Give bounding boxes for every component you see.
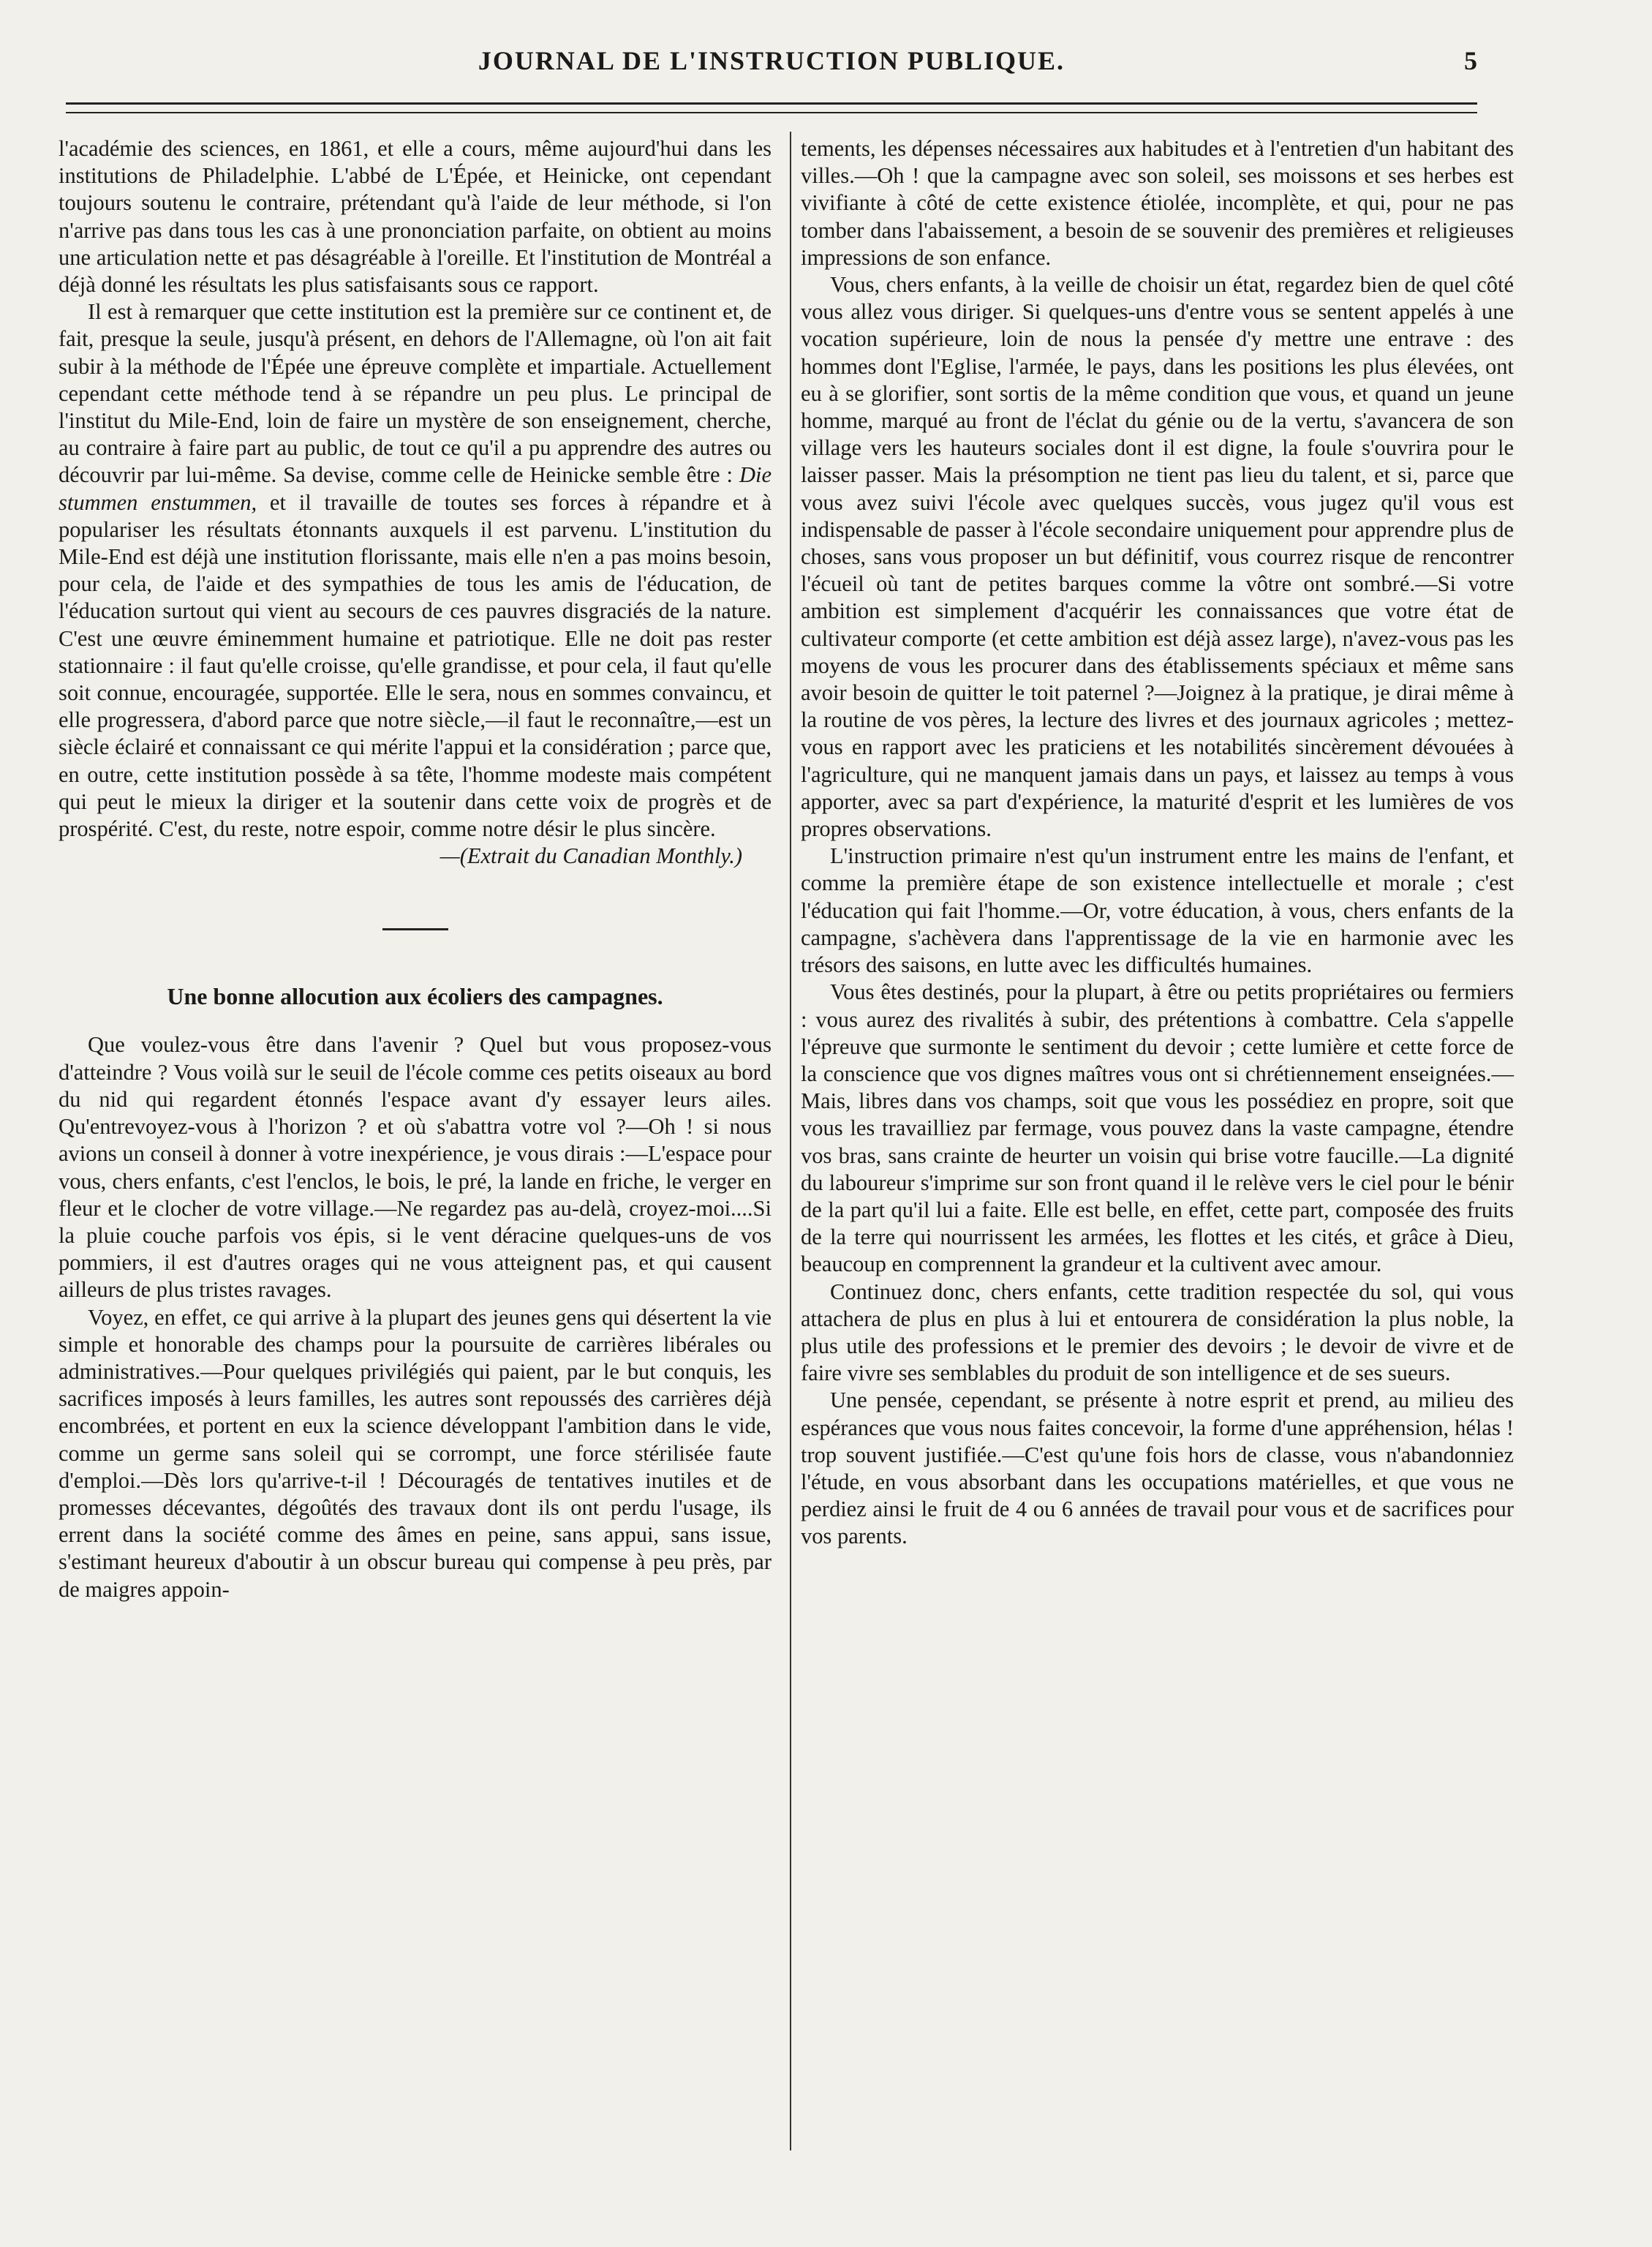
paragraph: tements, les dépenses nécessaires aux habitudes et à l'entretien d'un habitant des villes.—Oh ! que la campagne avec son soleil, ses moissons et ses herbes est vivifiante à côté de cette existence étiolée, incomplète, et qui, pour ne pas tomber dans l'abaissement, a besoin de se souvenir des premières et religieuses impressions de son enfance. (801, 136, 1514, 270)
paragraph: l'académie des sciences, en 1861, et elle a cours, même aujourd'hui dans les institutions de Philadelphie. L'abbé de L'Épée, et Heinicke, ont cependant toujours soutenu le contraire, prétendant qu'à l'aide de leur méthode, si l'on n'arrive pas dans tous les cas à une prononciation parfaite, on obtient au moins une articulation nette et pas désagréable à l'oreille. Et l'institution de Montréal a déjà donné les résultats les plus satisfaisants sous ce rapport. (59, 136, 772, 298)
paragraph: Vous êtes destinés, pour la plupart, à être ou petits propriétaires ou fermiers : vous aurez des rivalités à subir, des prétentions à combattre. Cela s'appelle l'épreuve que surmonte le sentiment du devoir ; cette lumière et cette force de la conscience que vos dignes maîtres vous ont si chrétiennement enseignées.—Mais, libres dans vos champs, soit que vous les possédiez en propre, soit que vous les travailliez par fermage, vous pouvez dans la vaste campagne, étendre vos bras, sans crainte de heurter un voisin qui brise votre faucille.—La dignité du laboureur s'imprime sur son front quand il le relève vers le ciel pour le bénir de la part qu'il lui a faite. Elle est belle, en effet, cette part, composée des fruits de la terre qui nourrissent les armées, les flottes et les cités, et grâce à Dieu, beaucoup en comprennent la grandeur et la cultivent avec amour. (801, 979, 1514, 1277)
paragraph: Une pensée, cependant, se présente à notre esprit et prend, au milieu des espérances que vous nous faites concevoir, la forme d'une appréhension, hélas ! trop souvent justifiée.—C'est qu'une fois hors de classe, vous n'abandonniez l'étude, en vous absorbant dans les occupations matérielles, et que vous ne perdiez ainsi le fruit de 4 ou 6 années de travail pour vous et de sacrifices pour vos parents. (801, 1388, 1514, 1549)
paragraph: Vous, chers enfants, à la veille de choisir un état, regardez bien de quel côté vous allez vous diriger. Si quelques-uns d'entre vous se sentent appelés à une vocation supérieure, loin de nous la pensée d'y mettre une entrave : des hommes dont l'Eglise, l'armée, le pays, dans les positions les plus élevées, ont eu à se glorifier, sont sortis de la même condition que vous, et quand un jeune homme, marqué au front de l'éclat du génie ou de la vertu, s'avancera de son village vers les hauteurs sociales dont il est digne, la foule s'ouvrira pour le laisser passer. Mais la présomption ne tient pas lieu du talent, et si, parce que vous avez suivi l'école avec quelques succès, vous jugez qu'il vous est indispensable de passer à l'école secondaire uniquement pour apprendre plus de choses, sans vous proposer un but définitif, vous courrez risque de rencontrer l'écueil où tant de petites barques comme la vôtre ont sombré.—Si votre ambition est simplement d'acquérir les connaissances que votre état de cultivateur comporte (et cette ambition est déjà assez large), n'avez-vous pas les moyens de vous les procurer dans des établissements spéciaux et même sans avoir besoin de quitter le toit paternel ?—Joignez à la pratique, je dirai même à la routine de vos pères, la lecture des livres et des journaux agricoles ; mettez-vous en rapport avec les praticiens et les notabilités sincèrement dévouées à l'agriculture, qui ne manquent jamais dans un pays, et laissez au temps à vous apporter, avec sa part d'expérience, la maturité d'esprit et les lumières de vos propres observations. (801, 272, 1514, 842)
section-title: Une bonne allocution aux écoliers des campagnes. (167, 983, 663, 1010)
paragraph: Que voulez-vous être dans l'avenir ? Quel but vous proposez-vous d'atteindre ? Vous voilà sur le seuil de l'école comme ces petits oiseaux au bord du nid qui regardent étonnés l'espace avant d'y essayer leurs ailes. Qu'entrevoyez-vous à l'horizon ? et où s'abattra votre vol ?—Oh ! si nous avions un conseil à donner à votre inexpérience, je vous dirais :—L'espace pour vous, chers enfants, c'est l'enclos, le bois, le pré, la lande en friche, le verger en fleur et le clocher de votre village.—Ne regardez pas au-delà, croyez-moi....Si la pluie couche parfois vos épis, si le vent déracine quelques-uns de vos pommiers, il est d'autres orages qui ne vous atteignent pas, et qui causent ailleurs de plus tristes ravages. (59, 1032, 772, 1303)
paragraph (59, 298, 772, 843)
running-head-title: JOURNAL DE L'INSTRUCTION PUBLIQUE. (478, 46, 1065, 75)
paragraph-text: et il travaille de toutes ses forces à répandre et à populariser les résultats étonnants auxquels il est parvenu. L'institution du Mile-End est déjà une institution florissante, mais elle n'en a pas moins besoin, pour cela, de l'aide et des sympathies de tous les amis de l'éducation, de l'éducation surtout qui vient au secours de ces pauvres disgraciés de la nature. C'est une œuvre éminemment humaine et patriotique. Elle ne doit pas rester stationnaire : il faut qu'elle croisse, qu'elle grandisse, et pour cela, il faut qu'elle soit connue, encouragée, supportée. Elle le sera, nous en sommes convaincu, et elle progressera, d'abord parce que notre siècle,—il faut le reconnaître,—est un siècle éclairé et connaissant ce qui mérite l'appui et la considération ; parce que, en outre, cette institution possède à sa tête, l'homme modeste mais compétent qui peut le mieux la diriger et la soutenir dans cette voix de progrès et de prospérité. C'est, du reste, notre espoir, comme notre désir le plus sincère. (59, 489, 772, 842)
motto-text: Die stummen enstummen, (59, 462, 772, 515)
page-header (66, 45, 1477, 89)
left-column (59, 135, 772, 1603)
source-attribution: —(Extrait du Canadian Monthly.) (440, 843, 742, 869)
paragraph: L'instruction primaire n'est qu'un instrument entre les mains de l'enfant, et comme la première étape de son existence intellectuelle et morale ; c'est l'éducation qui fait l'homme.—Or, votre éducation, à vous, chers enfants de la campagne, s'achèvera dans l'apprentissage de la vie en harmonie avec les trésors des saisons, en lutte avec les difficultés humaines. (801, 843, 1514, 978)
page-number: 5 (1464, 46, 1477, 75)
paragraph: Continuez donc, chers enfants, cette tradition respectée du sol, qui vous attachera de plus en plus à lui et entourera de considération la plus noble, la plus utile des professions et le premier des devoirs ; le devoir de vivre et de faire vivre ses semblables du produit de son intelligence et de ses sueurs. (801, 1279, 1514, 1386)
header-double-rule (66, 102, 1477, 113)
paragraph-text: Il est à remarquer que cette institution est la première sur ce continent et, de fait, presque la seule, jusqu'à présent, en dehors de l'Allemagne, où l'on ait fait subir à la méthode de l'Épée une épreuve complète et impartiale. Actuellement cependant cette méthode tend à se répandre un peu plus. Le principal de l'institut du Mile-End, loin de faire un mystère de son enseignement, cherche, au contraire à faire part au public, de tout ce qu'il a pu apprendre des autres ou découvrir par lui-même. Sa devise, comme celle de Heinicke semble être : (59, 299, 772, 488)
section-separator (382, 928, 448, 930)
right-column (801, 135, 1514, 1551)
paragraph: Voyez, en effet, ce qui arrive à la plupart des jeunes gens qui désertent la vie simple et honorable des champs pour la poursuite de carrières libérales ou administratives.—Pour quelques privilégiés qui paient, par le but conquis, les sacrifices imposés à leurs familles, les autres sont repoussés des carrières déjà encombrées, et portent en eux la science développant l'ambition dans le vide, comme un germe sans soleil qui se corrompt, une force stérilisée faute d'emploi.—Dès lors qu'arrive-t-il ! Découragés de tentatives inutiles et de promesses décevantes, dégoûtés des travaux dont ils ont perdu l'usage, ils errent dans la société comme des âmes en peine, sans appui, sans issue, s'estimant heureux d'aboutir à un obscur bureau qui compense à peu près, par de maigres appoin- (59, 1304, 772, 1602)
column-divider (790, 132, 791, 2150)
